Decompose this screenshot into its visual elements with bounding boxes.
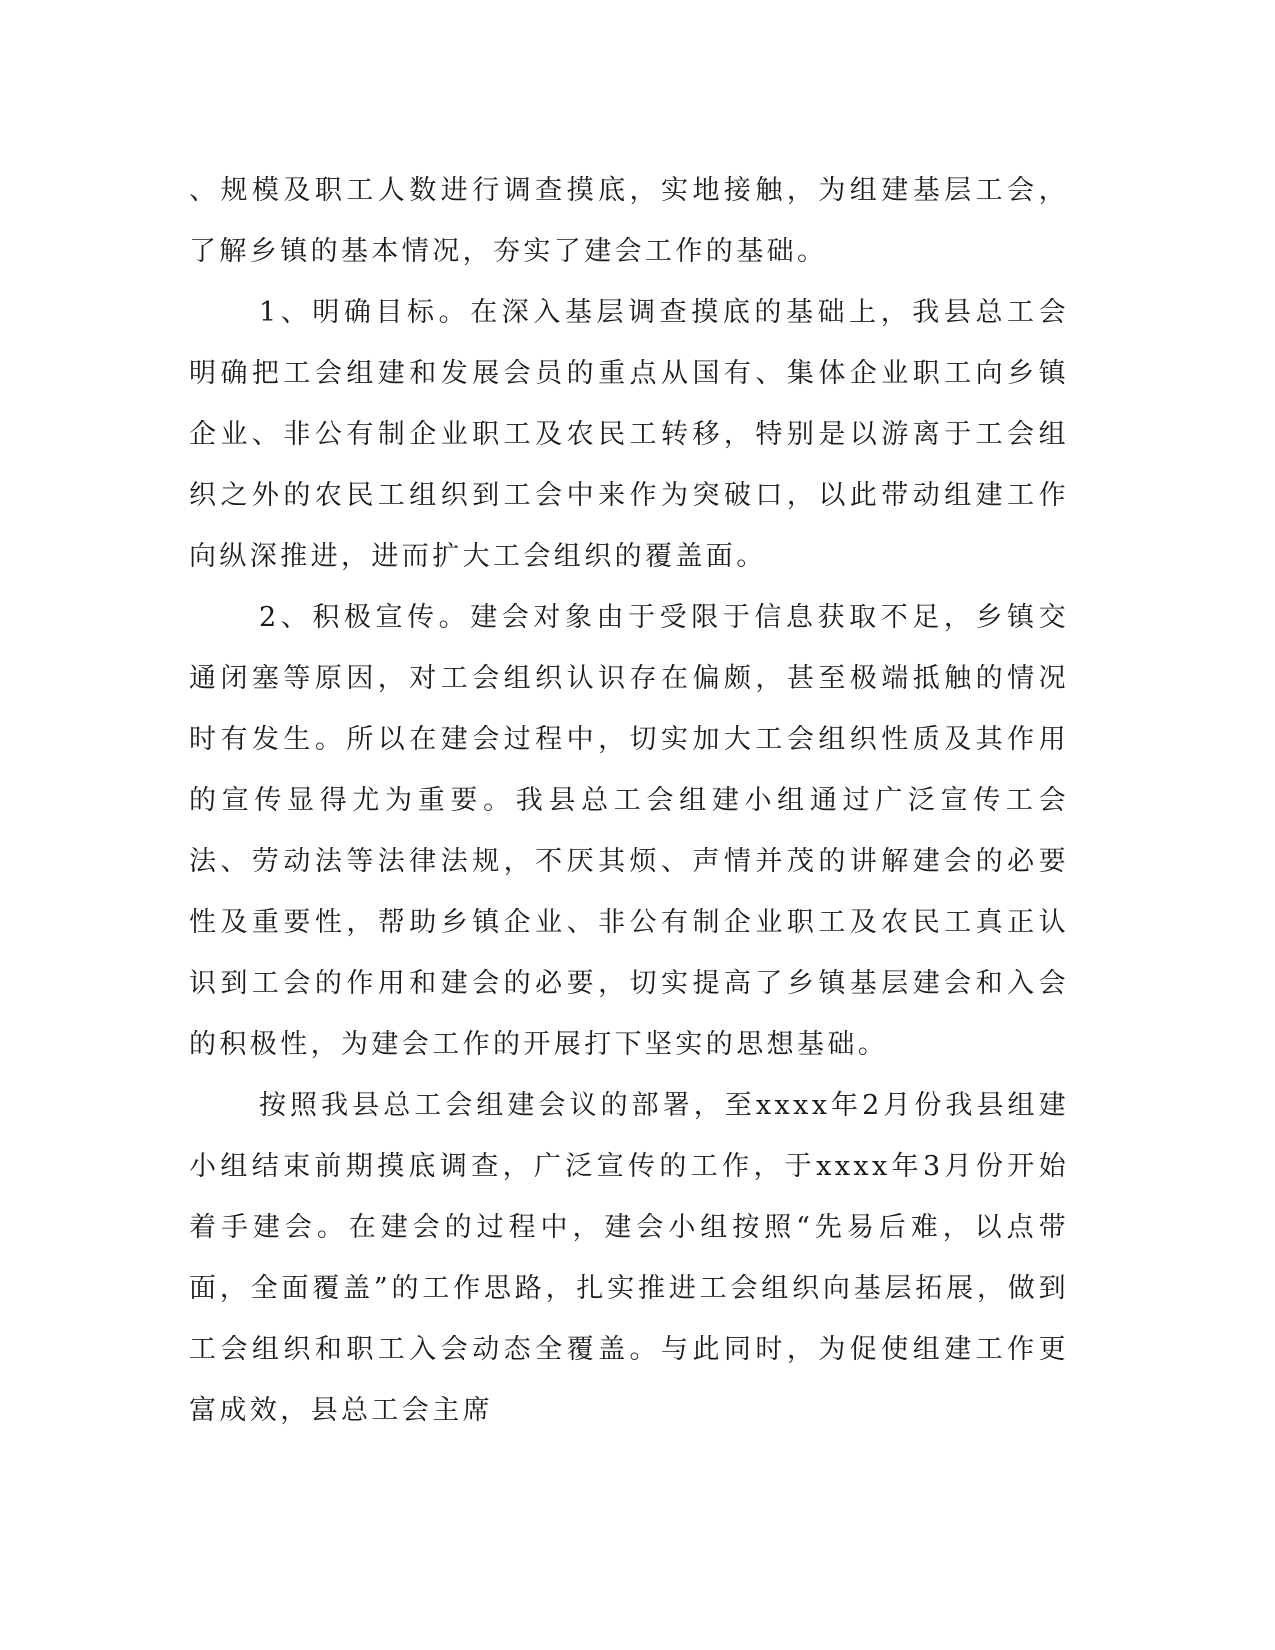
paragraph-continuation: 、规模及职工人数进行调查摸底，实地接触，为组建基层工会，了解乡镇的基本情况，夯实了建会工作的基础。 — [189, 175, 1069, 267]
paragraph-deployment: 按照我县总工会组建会议的部署，至xxxx年2月份我县组建小组结束前期摸底调查，广泛宣传的工作，于xxxx年3月份开始着手建会。在建会的过程中，建会小组按照“先易后难，以点带面，全面覆盖”的工作思路，扎实推进工会组织向基层拓展，做到工会组织和职工入会动态全覆盖。与此同时，为促使组建工作更富成效，县总工会主席 — [189, 1090, 1069, 1426]
document-body — [189, 160, 1069, 1441]
paragraph-clear-goals: 1、明确目标。在深入基层调查摸底的基础上，我县总工会明确把工会组建和发展会员的重点从国有、集体企业职工向乡镇企业、非公有制企业职工及农民工转移，特别是以游离于工会组织之外的农民工组织到工会中来作为突破口，以此带动组建工作向纵深推进，进而扩大工会组织的覆盖面。 — [189, 297, 1069, 572]
paragraph-active-publicity: 2、积极宣传。建会对象由于受限于信息获取不足，乡镇交通闭塞等原因，对工会组织认识存在偏颇，甚至极端抵触的情况时有发生。所以在建会过程中，切实加大工会组织性质及其作用的宣传显得尤为重要。我县总工会组建小组通过广泛宣传工会法、劳动法等法律法规，不厌其烦、声情并茂的讲解建会的必要性及重要性，帮助乡镇企业、非公有制企业职工及农民工真正认识到工会的作用和建会的必要，切实提高了乡镇基层建会和入会的积极性，为建会工作的开展打下坚实的思想基础。 — [189, 602, 1069, 1060]
